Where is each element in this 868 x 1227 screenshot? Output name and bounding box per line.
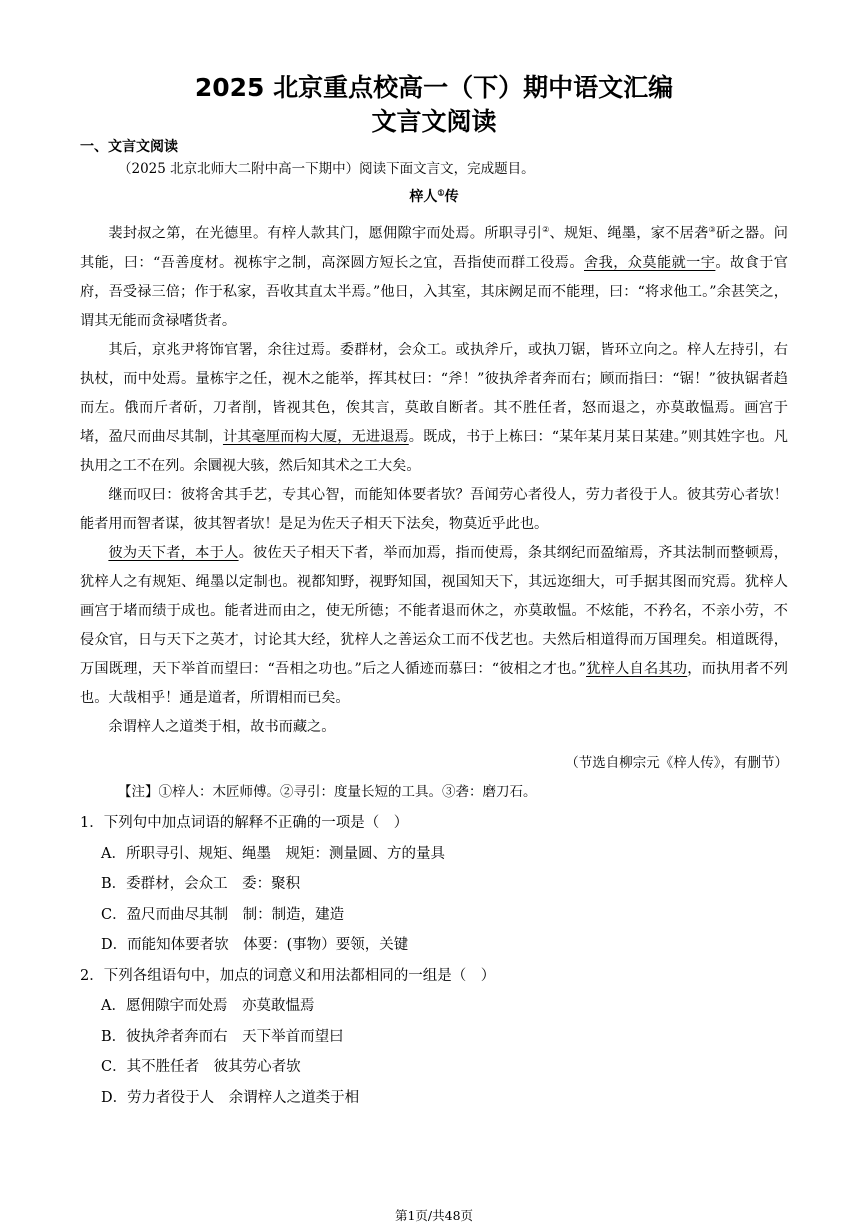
question-2-stem: 2．下列各组语句中，加点的词意义和用法都相同的一组是（ ）	[80, 967, 496, 984]
page-number: 第1页/共48页	[394, 1208, 474, 1223]
section-intro: （2025 北京北师大二附中高一下期中）阅读下面文言文，完成题目。	[118, 161, 535, 177]
text-run: 其后，京兆尹将饰官署，余往过焉。委群材，会众工。或执斧斤，或执刀锯，皆环立向之。梓人左持引，右执杖，而中处焉。量栋宇之任，视木之能举，挥其杖曰：“斧！”彼执斧者奔而右；顾而指曰：“锯！”彼执锯者趋而左。俄而斤者斫，刀者削，皆视其色，俟其言，莫敢自断者。其不胜任者，怒而退之，亦莫敢愠焉。画宫于堵，盈尺而曲尽其制，	[80, 341, 788, 445]
paragraph-2	[80, 336, 788, 481]
passage-title	[0, 186, 868, 206]
questions	[80, 808, 788, 1113]
question-1-option-c: C．盈尺而曲尽其制 制：制造，建造	[101, 906, 345, 923]
passage-title-main: 梓人	[409, 189, 438, 205]
underlined-sentence: 彼为天下者，本于人	[108, 544, 239, 561]
underlined-sentence: 犹梓人自名其功	[586, 660, 688, 677]
text-run: 。既成，书于上栋曰：“某年某月某日某建。”则其姓字也。凡执用之工不在列。余圜视大骇，然后知其术之工大矣。	[80, 428, 788, 474]
section-heading: 一、文言文阅读	[80, 139, 178, 155]
paragraph-4	[80, 539, 788, 713]
paragraph-1	[80, 215, 788, 336]
text-run: ，而执用者不列也。大哉相乎！通是道者，所谓相而已矣。	[80, 660, 788, 706]
text-run: 。故食于官府，吾受禄三倍；作于私家，吾收其直太半焉。”他日，入其室，其床阙足而不能理，曰：“将求他工。”余甚笑之，谓其无能而贪禄嗜货者。	[80, 254, 788, 329]
paragraph-3: 继而叹曰：彼将舍其手艺，专其心智，而能知体要者欤？吾闻劳心者役人，劳力者役于人。彼其劳心者欤！能者用而智者谋，彼其智者欤！是足为佐天子相天下法矣，物莫近乎此也。	[80, 486, 788, 532]
question-2-option-b: B．彼执斧者奔而右 天下举首而望曰	[101, 1028, 344, 1045]
paragraph-5: 余谓梓人之道类于相，故书而藏之。	[108, 718, 336, 735]
underlined-sentence: 计其毫厘而构大厦，无进退焉	[222, 428, 409, 445]
text-run: 、规矩、绳墨，家不居砻	[549, 225, 709, 242]
passage-title-end: 传	[444, 189, 459, 205]
question-1-stem: 1．下列句中加点词语的解释不正确的一项是（ ）	[80, 815, 409, 831]
question-1-option-b: B．委群材，会众工 委：聚积	[101, 876, 301, 892]
text-run: 。彼佐天子相天下者，举而加焉，指而使焉，条其纲纪而盈缩焉，齐其法制而整顿焉，犹梓人之有规矩、绳墨以定制也。视都知野，视野知国，视国知天下，其远迩细大，可手据其图而究焉。犹梓人画宫于堵而绩于成也。能者进而由之，使无所德；不能者退而休之，亦莫敢愠。不炫能，不矜名，不亲小劳，不侵众官，日与天下之英才，讨论其大经，犹梓人之善运众工而不伐艺也。夫然后相道得而万国理矣。相道既得，万国既理，天下举首而望曰：“吾相之功也。”后之人循迹而慕曰：“彼相之才也。”	[80, 544, 788, 677]
passage-notes: 【注】①梓人：木匠师傅。②寻引：度量长短的工具。③砻：磨刀石。	[118, 784, 537, 800]
text-run: 裴封叔之第，在光德里。有梓人款其门，愿佣隙宇而处焉。所职寻引	[108, 225, 543, 242]
text-run: 斫之器。问其能，曰：“吾善度材。视栋宇之制，高深圆方短长之宜，吾指使而群工役焉。	[80, 225, 788, 271]
footnote-marker: ②	[542, 225, 550, 234]
question-2-option-a: A．愿佣隙宇而处焉 亦莫敢愠焉	[101, 998, 315, 1014]
underlined-sentence: 舍我，众莫能就一宇	[584, 254, 716, 271]
document-subtitle: 文言文阅读	[371, 107, 497, 136]
question-1-option-a: A．所职寻引、规矩、绳墨 规矩：测量圆、方的量具	[101, 845, 445, 862]
passage-source: （节选自柳宗元《梓人传》，有删节）	[565, 755, 788, 771]
footnote-marker: ①	[437, 187, 445, 198]
document-title: 2025 北京重点校高一（下）期中语文汇编	[194, 73, 674, 102]
question-1-option-d: D．而能知体要者欤 体要：(事物）要领，关键	[101, 937, 409, 953]
question-2-option-d: D．劳力者役于人 余谓梓人之道类于相	[101, 1089, 360, 1106]
question-2-option-c: C．其不胜任者 彼其劳心者欤	[101, 1059, 301, 1075]
footnote-marker: ③	[708, 225, 716, 234]
passage-body	[80, 215, 788, 742]
